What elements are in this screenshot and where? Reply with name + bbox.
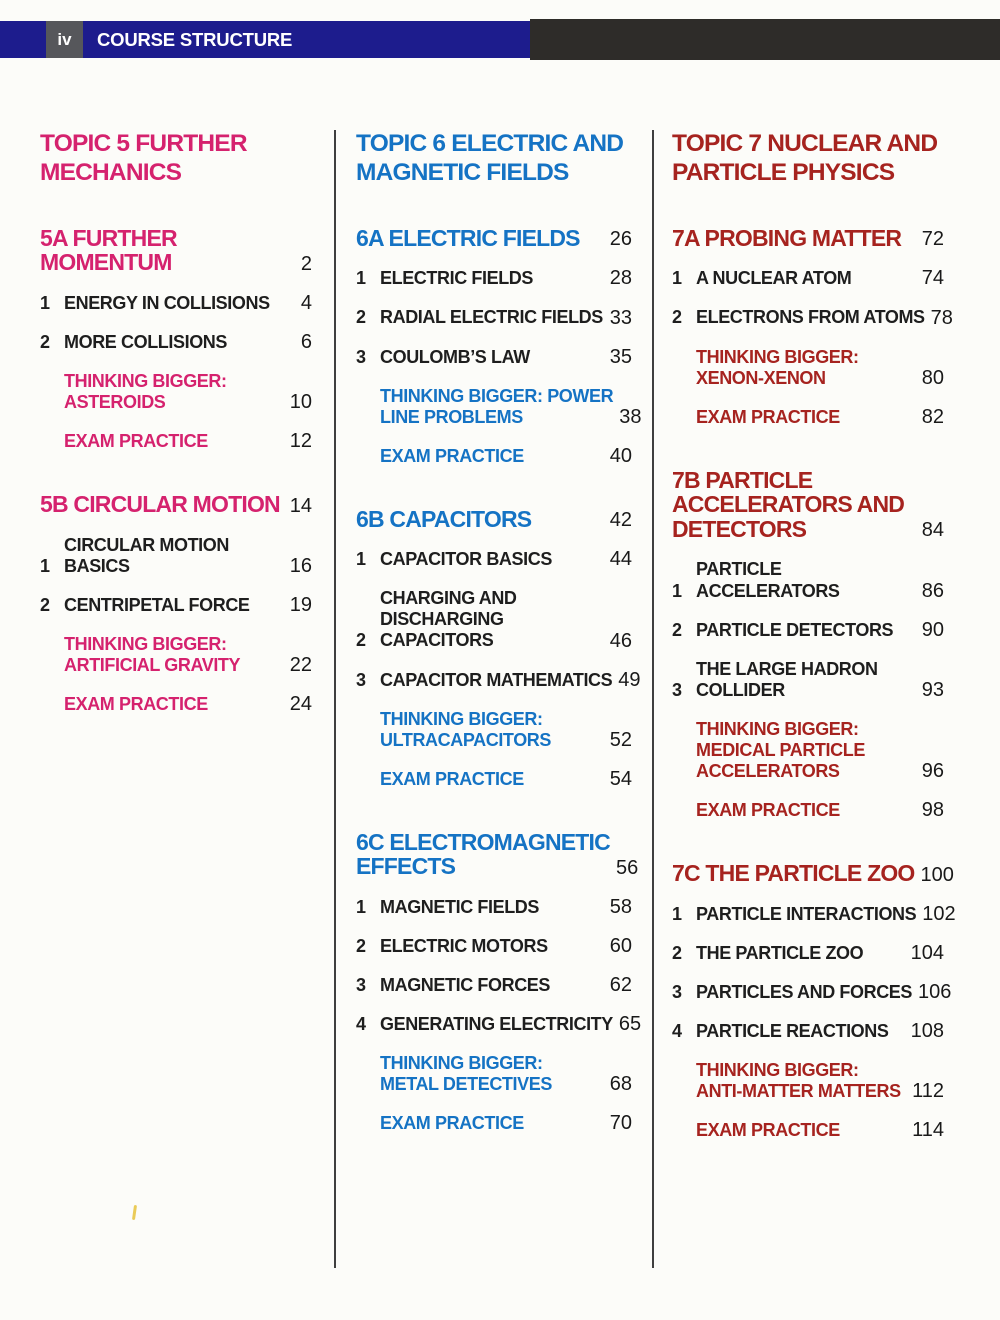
entry-label: CHARGING AND DISCHARGING CAPACITORS [380, 588, 517, 651]
toc-entry-item [672, 620, 944, 641]
entry-label: MAGNETIC FIELDS [380, 896, 539, 917]
toc-entry-section [672, 468, 944, 542]
entry-label: EXAM PRACTICE [64, 431, 208, 452]
toc-entry-item [672, 659, 944, 701]
toc-entry-item [672, 1021, 944, 1042]
entry-page-number: 44 [609, 548, 632, 571]
header-dark-strip [530, 19, 1000, 60]
entry-label: 6B CAPACITORS [356, 505, 532, 532]
entry-label: CENTRIPETAL FORCE [64, 594, 250, 615]
entry-label: CAPACITOR MATHEMATICS [380, 669, 613, 690]
entry-page-number: 26 [609, 228, 632, 251]
entry-page-number: 106 [918, 980, 952, 1003]
entry-page-number: 68 [609, 1073, 632, 1096]
entry-label: EXAM PRACTICE [696, 406, 840, 427]
toc-entry-feature [40, 694, 312, 715]
entry-page-number: 80 [921, 366, 944, 389]
entry-number: 1 [672, 903, 683, 924]
entry-number: 4 [356, 1014, 367, 1035]
entry-label: TOPIC 6 ELECTRIC AND MAGNETIC FIELDS [356, 130, 624, 186]
toc-entry-item [672, 980, 952, 1003]
toc-entry-section [672, 226, 944, 251]
entry-page-number: 72 [921, 228, 944, 251]
column-divider [334, 130, 336, 1268]
entry-number: 1 [672, 268, 683, 289]
entry-page-number: 28 [609, 267, 632, 290]
entry-page-number: 86 [921, 579, 944, 602]
toc-entry-feature [40, 634, 312, 676]
entry-number: 2 [672, 619, 683, 640]
entry-number: 2 [40, 332, 51, 353]
toc-entry-feature [672, 1120, 944, 1141]
toc-entry-item [356, 1013, 642, 1036]
entry-label: 5B CIRCULAR MOTION [40, 491, 280, 518]
entry-label: PARTICLE INTERACTIONS [696, 903, 917, 924]
entry-page-number: 93 [921, 678, 944, 701]
toc-entry-feature [356, 446, 632, 467]
toc-entry-section [40, 492, 312, 517]
entry-page-number: 24 [289, 693, 312, 716]
entry-label: GENERATING ELECTRICITY [380, 1014, 613, 1035]
toc-entry-feature [356, 1113, 632, 1134]
toc-entry-item [356, 668, 641, 691]
entry-number: 3 [672, 981, 683, 1002]
entry-label: EXAM PRACTICE [380, 445, 524, 466]
entry-label: 7A PROBING MATTER [672, 224, 902, 251]
toc-entry-item [672, 902, 956, 925]
toc-entry-item [356, 347, 632, 368]
entry-page-number: 19 [289, 594, 312, 617]
toc-entry-topic [356, 130, 632, 188]
entry-label: MORE COLLISIONS [64, 332, 228, 353]
toc-entry-feature [40, 371, 312, 413]
header-blue-strip [0, 21, 530, 58]
entry-label: THINKING BIGGER: XENON-XENON [696, 346, 859, 388]
entry-page-number: 96 [921, 759, 944, 782]
entry-page-number: 4 [300, 292, 312, 315]
entry-label: THINKING BIGGER: MEDICAL PARTICLE ACCELERATORS [696, 718, 865, 781]
entry-page-number: 46 [609, 629, 632, 652]
entry-page-number: 62 [609, 974, 632, 997]
entry-label: THE LARGE HADRON COLLIDER [696, 658, 878, 700]
entry-page-number: 78 [930, 306, 953, 329]
entry-page-number: 52 [609, 728, 632, 751]
toc-entry-feature [672, 719, 944, 782]
entry-number: 3 [356, 975, 367, 995]
toc-entry-section [672, 859, 954, 886]
entry-page-number: 40 [609, 444, 632, 467]
toc-entry-feature [672, 347, 944, 389]
toc-entry-feature [356, 769, 632, 790]
entry-label: EXAM PRACTICE [380, 768, 524, 789]
scan-artifact [132, 1205, 137, 1220]
toc-entry-item [40, 535, 312, 577]
entry-page-number: 14 [289, 494, 312, 517]
entry-label: THE PARTICLE ZOO [696, 942, 864, 963]
entry-label: TOPIC 7 NUCLEAR AND PARTICLE PHYSICS [672, 130, 938, 186]
toc-entry-item [672, 268, 944, 289]
entry-label: ELECTRIC MOTORS [380, 935, 548, 956]
entry-page-number: 54 [609, 767, 632, 790]
entry-label: EXAM PRACTICE [64, 694, 208, 715]
toc-entry-topic [672, 130, 944, 188]
entry-label: EXAM PRACTICE [380, 1113, 524, 1134]
toc-entry-item [40, 293, 312, 314]
entry-page-number: 84 [921, 519, 944, 542]
column-divider [652, 130, 654, 1268]
toc-entry-feature [356, 1053, 632, 1095]
entry-label: RADIAL ELECTRIC FIELDS [380, 307, 603, 328]
entry-page-number: 108 [910, 1019, 944, 1042]
toc-entry-feature [356, 709, 632, 751]
toc-entry-item [356, 268, 632, 289]
toc-entry-feature [672, 800, 944, 821]
entry-number: 3 [356, 346, 367, 367]
toc-entry-feature [356, 385, 642, 428]
entry-label: PARTICLES AND FORCES [696, 981, 913, 1002]
entry-label: ELECTRONS FROM ATOMS [696, 307, 925, 328]
entry-label: THINKING BIGGER: ARTIFICIAL GRAVITY [64, 634, 241, 676]
toc-entry-item [356, 588, 632, 651]
entry-label: THINKING BIGGER: METAL DETECTIVES [380, 1053, 552, 1095]
toc-entry-feature [672, 1060, 944, 1102]
toc-entry-item [40, 332, 312, 353]
toc-entry-item [356, 307, 632, 328]
entry-label: 7B PARTICLE ACCELERATORS AND DETECTORS [672, 466, 905, 542]
toc-entry-item [356, 897, 632, 918]
entry-label: A NUCLEAR ATOM [696, 268, 852, 289]
entry-label: ENERGY IN COLLISIONS [64, 293, 270, 314]
page-title: COURSE STRUCTURE [97, 28, 293, 50]
entry-page-number: 60 [609, 935, 632, 957]
entry-number: 2 [356, 935, 367, 956]
entry-number: 1 [356, 549, 367, 570]
entry-number: 3 [672, 679, 683, 700]
entry-page-number: 65 [618, 1013, 642, 1036]
entry-label: THINKING BIGGER: POWER LINE PROBLEMS [380, 385, 614, 427]
entry-number: 2 [356, 630, 367, 651]
entry-label: COULOMB’S LAW [380, 346, 530, 367]
entry-label: 5A FURTHER MOMENTUM [40, 224, 177, 276]
toc-entry-item [672, 943, 944, 964]
entry-number: 3 [356, 669, 367, 690]
entry-label: THINKING BIGGER: ULTRACAPACITORS [380, 708, 551, 750]
entry-page-number: 104 [910, 941, 944, 964]
entry-number: 2 [672, 942, 683, 963]
entry-label: EXAM PRACTICE [696, 1119, 840, 1140]
entry-page-number: 58 [609, 895, 632, 918]
entry-label: CIRCULAR MOTION BASICS [64, 534, 229, 576]
toc-entry-item [356, 549, 632, 570]
entry-page-number: 2 [300, 253, 312, 276]
toc-entry-section [356, 226, 632, 251]
entry-number: 1 [356, 268, 367, 289]
folio-page-number: iv [46, 21, 83, 58]
entry-number: 1 [356, 896, 367, 917]
toc-entry-item [672, 559, 944, 601]
entry-page-number: 74 [921, 267, 944, 290]
toc-column-topic-6 [356, 130, 642, 1152]
toc-entry-section [356, 507, 632, 532]
entry-page-number: 6 [300, 331, 312, 354]
toc-entry-section [356, 828, 639, 880]
entry-page-number: 90 [921, 618, 944, 641]
toc-entry-item [356, 975, 632, 996]
entry-page-number: 102 [922, 902, 956, 925]
entry-page-number: 56 [615, 856, 639, 879]
entry-page-number: 33 [609, 306, 632, 329]
entry-label: PARTICLE REACTIONS [696, 1020, 889, 1041]
entry-page-number: 49 [618, 668, 641, 691]
entry-page-number: 35 [609, 345, 632, 368]
entry-page-number: 112 [912, 1079, 944, 1102]
toc-entry-topic [40, 130, 312, 188]
entry-number: 4 [672, 1020, 683, 1041]
entry-number: 1 [672, 580, 683, 601]
toc-entry-feature [672, 407, 944, 428]
entry-page-number: 16 [289, 554, 312, 577]
toc-column-topic-7 [672, 130, 956, 1159]
entry-page-number: 82 [921, 405, 944, 428]
toc-entry-section [40, 226, 312, 275]
toc-entry-item [40, 595, 312, 616]
entry-label: PARTICLE DETECTORS [696, 619, 894, 640]
entry-number: 1 [40, 555, 51, 576]
entry-label: THINKING BIGGER: ASTEROIDS [64, 371, 227, 413]
entry-page-number: 98 [921, 798, 944, 821]
entry-number: 2 [40, 594, 51, 615]
entry-page-number: 22 [289, 654, 312, 677]
entry-page-number: 12 [289, 430, 312, 453]
entry-label: EXAM PRACTICE [696, 799, 840, 820]
entry-number: 2 [356, 307, 367, 328]
entry-label: ELECTRIC FIELDS [380, 268, 534, 289]
entry-number: 1 [40, 293, 51, 314]
entry-page-number: 70 [609, 1112, 632, 1135]
entry-number: 2 [672, 307, 683, 328]
entry-label: 6C ELECTROMAGNETIC EFFECTS [356, 828, 610, 880]
entry-label: TOPIC 5 FURTHER MECHANICS [40, 130, 247, 186]
entry-label: 6A ELECTRIC FIELDS [356, 224, 580, 251]
entry-page-number: 100 [920, 863, 954, 886]
toc-column-topic-5 [40, 130, 312, 733]
entry-label: 7C THE PARTICLE ZOO [672, 859, 915, 886]
entry-page-number: 38 [619, 405, 642, 428]
entry-label: CAPACITOR BASICS [380, 549, 552, 570]
entry-label: THINKING BIGGER: ANTI-MATTER MATTERS [696, 1059, 901, 1101]
entry-label: MAGNETIC FORCES [380, 975, 551, 995]
entry-label: PARTICLE ACCELERATORS [696, 559, 840, 601]
toc-entry-feature [40, 431, 312, 452]
page-header-banner [0, 21, 1000, 58]
entry-page-number: 114 [912, 1118, 944, 1141]
entry-page-number: 10 [289, 391, 312, 414]
toc-entry-item [672, 306, 953, 329]
entry-page-number: 42 [609, 509, 632, 532]
toc-entry-item [356, 936, 632, 957]
